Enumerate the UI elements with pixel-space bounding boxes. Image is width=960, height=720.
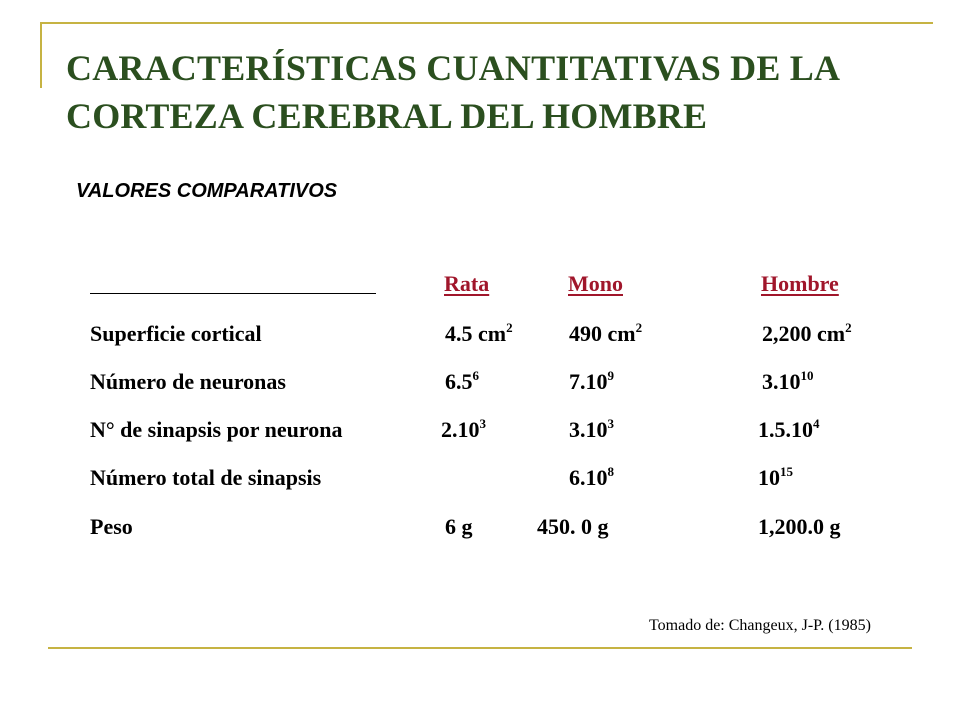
table-header-blank-cell bbox=[90, 293, 376, 294]
row-label-superficie: Superficie cortical bbox=[90, 321, 262, 346]
cell-rata-neuronas: $6.5^6$ bbox=[445, 368, 479, 394]
cell-mono-total-sinapsis: 6.10$^8$ bbox=[569, 464, 614, 490]
cell-rata-sinapsis-por-neurona: 2.10$^3$ bbox=[441, 416, 486, 442]
cell-mono-peso: 450. 0 g bbox=[537, 514, 609, 539]
cell-hombre-peso: 1,200.0 g bbox=[758, 514, 841, 539]
bottom-accent-line bbox=[48, 647, 912, 649]
slide-title-line-2: CORTEZA CEREBRAL DEL HOMBRE bbox=[66, 96, 708, 136]
row-label-peso: Peso bbox=[90, 514, 133, 539]
slide-title-line-1: CARACTERÍSTICAS CUANTITATIVAS DE LA bbox=[66, 48, 841, 88]
header-rata: Rata bbox=[444, 271, 490, 296]
cell-hombre-sinapsis-por-neurona: 1.5.10$^4$ bbox=[758, 416, 820, 442]
cell-hombre-total-sinapsis: $10^{15}$ bbox=[758, 464, 793, 490]
header-hombre: Hombre bbox=[761, 271, 839, 296]
header-mono: Mono bbox=[568, 271, 623, 296]
row-label-sinapsis-por-neurona: N° de sinapsis por neurona bbox=[90, 417, 343, 442]
cell-mono-sinapsis-por-neurona: 3.10$^3$ bbox=[569, 416, 614, 442]
cell-rata-superficie: 4.5 $cm^2$ bbox=[445, 320, 513, 346]
row-label-total-sinapsis: Número total de sinapsis bbox=[90, 465, 322, 490]
top-accent-line bbox=[40, 22, 933, 24]
row-label-neuronas: Número de neuronas bbox=[90, 369, 286, 394]
cell-mono-neuronas: 7.10$^9$ bbox=[569, 368, 614, 394]
cell-hombre-superficie: 2,200 $cm^2$ bbox=[762, 320, 852, 346]
left-accent-line bbox=[40, 22, 42, 88]
slide-subtitle: VALORES COMPARATIVOS bbox=[76, 180, 338, 202]
cell-hombre-neuronas: 3.10$^{10}$ bbox=[762, 368, 814, 394]
slide-title bbox=[66, 44, 926, 140]
cell-rata-peso: 6 g bbox=[445, 514, 473, 539]
cell-mono-superficie: 490 $cm^2$ bbox=[569, 320, 643, 346]
source-citation: Tomado de: Changeux, J-P. (1985) bbox=[649, 617, 871, 634]
